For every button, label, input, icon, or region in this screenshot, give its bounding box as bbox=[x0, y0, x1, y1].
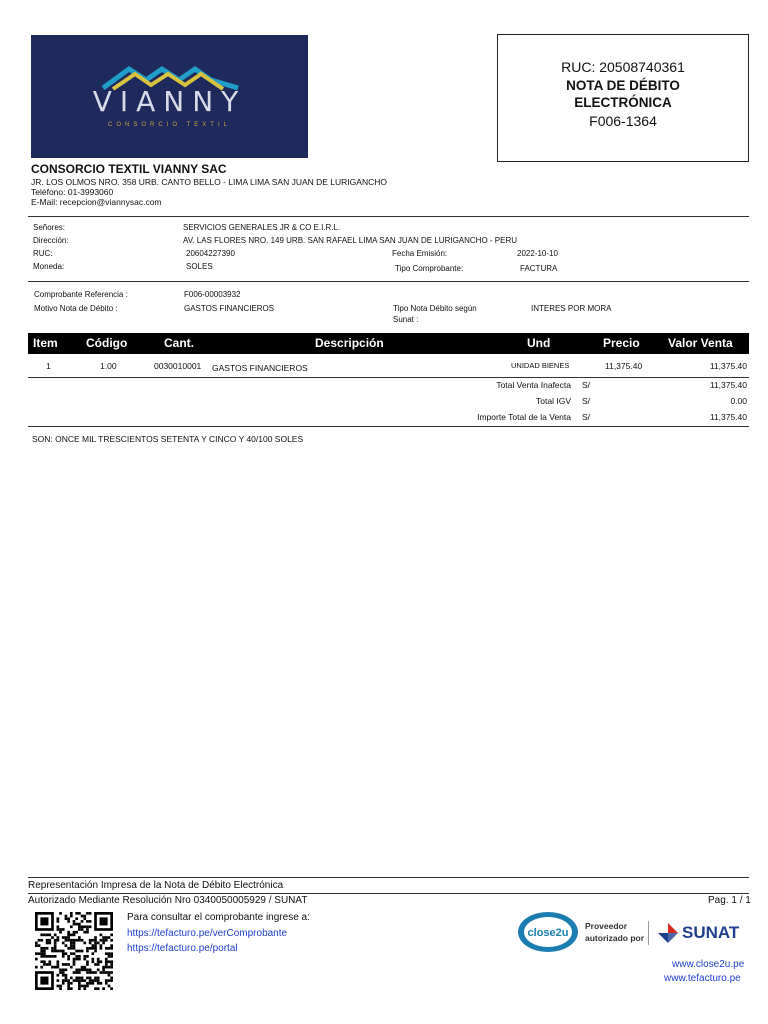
header-precio: Precio bbox=[603, 336, 640, 350]
row-codigo: 1.00 bbox=[100, 361, 117, 371]
fecha-label: Fecha Emisión: bbox=[392, 249, 448, 258]
sunat-logo-text: SUNAT bbox=[682, 923, 740, 942]
link-ver-comprobante[interactable]: https://tefacturo.pe/verComprobante bbox=[127, 928, 288, 939]
tipo-comprobante-label: Tipo Comprobante: bbox=[395, 264, 464, 273]
header-codigo: Código bbox=[86, 336, 128, 350]
row-valor: 11,375.40 bbox=[709, 361, 747, 371]
fecha-value: 2022-10-10 bbox=[517, 249, 558, 258]
header-descripcion: Descripción bbox=[315, 336, 384, 350]
sunat-emblem-icon bbox=[656, 921, 680, 945]
total-igv-value: 0.00 bbox=[730, 396, 747, 406]
company-email: E-Mail: recepcion@viannysac.com bbox=[31, 197, 162, 207]
company-logo bbox=[31, 35, 308, 158]
provider-line-2: autorizado por bbox=[585, 933, 645, 943]
close2u-logo-icon bbox=[516, 910, 580, 954]
divider bbox=[28, 877, 749, 878]
divider bbox=[28, 216, 749, 217]
footer-representation: Representación Impresa de la Nota de Débito Electrónica bbox=[28, 880, 284, 891]
comprobante-ref-label: Comprobante Referencia : bbox=[34, 290, 128, 299]
total-igv-currency: S/ bbox=[582, 396, 591, 406]
tipo-nota-value: INTERES POR MORA bbox=[531, 304, 612, 313]
motivo-value: GASTOS FINANCIEROS bbox=[184, 304, 275, 313]
header-und: Und bbox=[527, 336, 551, 350]
document-number: F006-1364 bbox=[589, 113, 657, 129]
row-precio: 11,375.40 bbox=[605, 361, 643, 371]
row-descripcion: GASTOS FINANCIEROS bbox=[212, 363, 308, 373]
senores-label: Señores: bbox=[33, 223, 66, 232]
tipo-comprobante-value: FACTURA bbox=[520, 264, 558, 273]
divider bbox=[28, 426, 749, 427]
sunat-logo bbox=[656, 921, 748, 945]
page-number: Pag. 1 / 1 bbox=[708, 895, 751, 906]
total-inafecta-value: 11,375.40 bbox=[709, 380, 747, 390]
header-cant: Cant. bbox=[164, 336, 194, 350]
tipo-nota-label-1: Tipo Nota Débito según bbox=[393, 304, 477, 313]
document-box bbox=[497, 34, 749, 162]
document-title: NOTA DE DÉBITO ELECTRÓNICA bbox=[566, 78, 680, 110]
issuer-ruc: RUC: 20508740361 bbox=[561, 59, 685, 75]
ruc-label: RUC: bbox=[33, 249, 53, 258]
table-header bbox=[28, 333, 749, 354]
ruc-value: 20604227390 bbox=[186, 249, 235, 258]
link-portal[interactable]: https://tefacturo.pe/portal bbox=[127, 943, 238, 954]
logo-separator bbox=[648, 921, 649, 945]
close2u-logo-text: close2u bbox=[527, 927, 569, 939]
total-importe-value: 11,375.40 bbox=[709, 412, 747, 422]
footer-authorization: Autorizado Mediante Resolución Nro 0340050005929 / SUNAT bbox=[28, 895, 308, 906]
comprobante-ref-value: F006-00003932 bbox=[184, 290, 241, 299]
provider-text bbox=[585, 920, 644, 944]
row-item: 1 bbox=[46, 361, 51, 371]
amount-in-words: SON: ONCE MIL TRESCIENTOS SETENTA Y CINCO Y 40/100 SOLES bbox=[32, 434, 304, 444]
moneda-value: SOLES bbox=[186, 262, 213, 271]
total-importe-label: Importe Total de la Venta bbox=[477, 412, 571, 422]
total-inafecta-currency: S/ bbox=[582, 380, 591, 390]
company-phone: Teléfono: 01-3993060 bbox=[31, 187, 114, 197]
total-inafecta-label: Total Venta Inafecta bbox=[496, 380, 571, 390]
logo-brand: VIANNY bbox=[92, 85, 247, 118]
company-name: CONSORCIO TEXTIL VIANNY SAC bbox=[31, 162, 227, 176]
provider-line-1: Proveedor bbox=[585, 921, 628, 931]
tipo-nota-label-2: Sunat : bbox=[393, 315, 419, 324]
direccion-label: Dirección: bbox=[33, 236, 69, 245]
motivo-label: Motivo Nota de Débito : bbox=[34, 304, 118, 313]
divider bbox=[28, 893, 749, 894]
moneda-label: Moneda: bbox=[33, 262, 65, 271]
row-cant: 0030010001 bbox=[154, 361, 202, 371]
header-item: Item bbox=[33, 336, 58, 350]
qr-code-icon bbox=[35, 912, 113, 990]
logo-subtitle: CONSORCIO TEXTIL bbox=[108, 122, 231, 128]
link-tefacturo[interactable]: www.tefacturo.pe bbox=[664, 973, 741, 984]
direccion-value: AV. LAS FLORES NRO. 149 URB. SAN RAFAEL LIMA SAN JUAN DE LURIGANCHO - PERU bbox=[183, 236, 518, 245]
row-und: UNIDAD BIENES bbox=[511, 361, 570, 370]
total-importe-currency: S/ bbox=[582, 412, 591, 422]
senores-value: SERVICIOS GENERALES JR & CO E.I.R.L. bbox=[183, 223, 341, 232]
divider bbox=[28, 281, 749, 282]
header-valor-venta: Valor Venta bbox=[668, 336, 733, 350]
link-close2u[interactable]: www.close2u.pe bbox=[672, 959, 745, 970]
company-address: JR. LOS OLMOS NRO. 358 URB. CANTO BELLO - LIMA LIMA SAN JUAN DE LURIGANCHO bbox=[31, 177, 387, 187]
divider bbox=[28, 377, 749, 378]
total-igv-label: Total IGV bbox=[536, 396, 571, 406]
consult-text: Para consultar el comprobante ingrese a: bbox=[127, 912, 310, 923]
